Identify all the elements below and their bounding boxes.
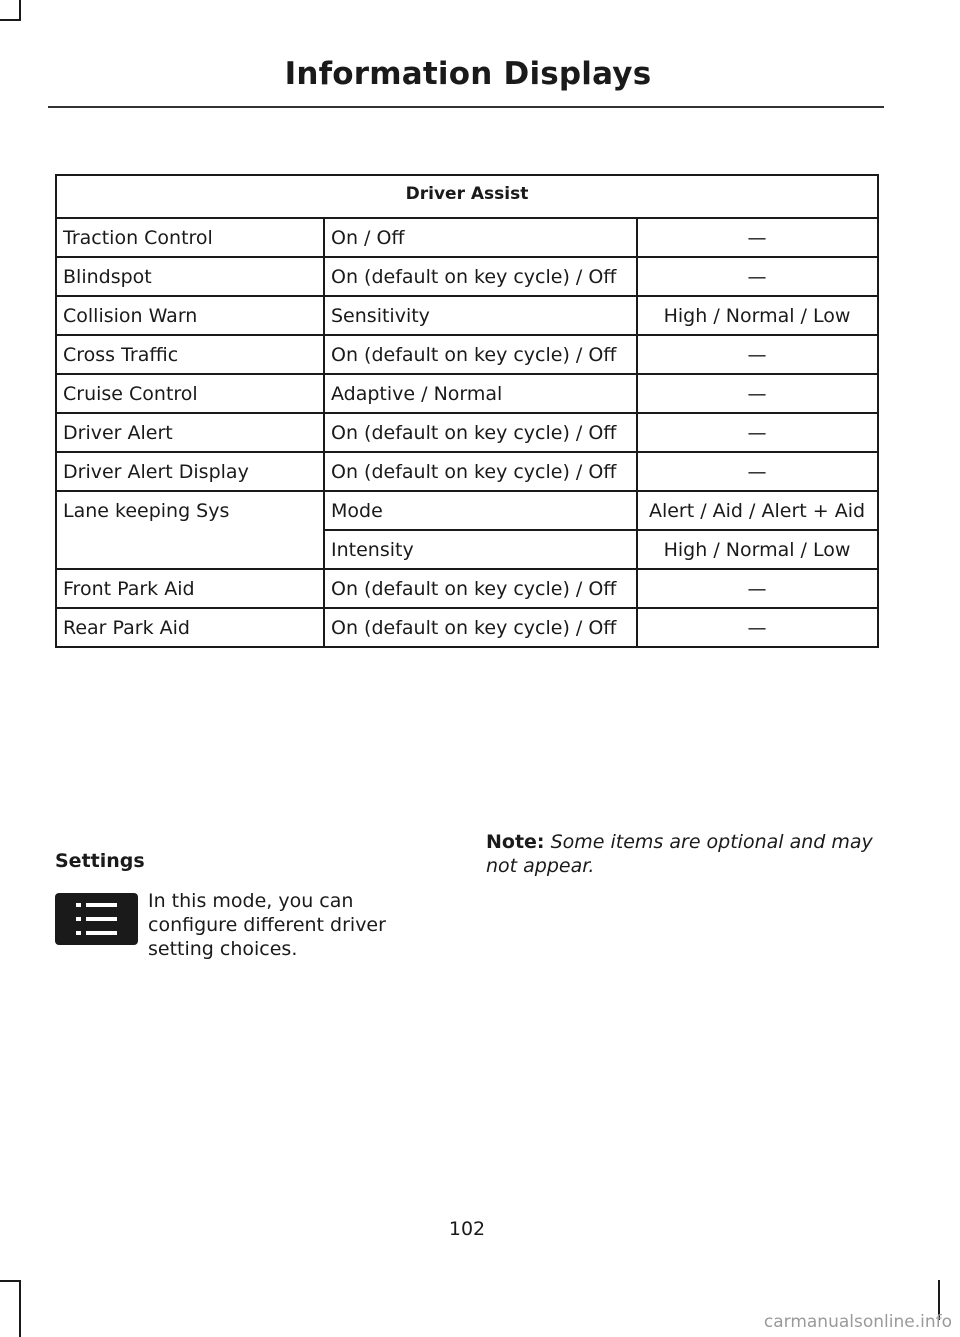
feature-cell: Rear Park Aid <box>56 608 324 647</box>
table-title: Driver Assist <box>56 175 878 218</box>
table-row <box>56 218 878 257</box>
option-cell: Intensity <box>324 530 637 569</box>
table-row <box>56 491 878 530</box>
feature-cell: Traction Control <box>56 218 324 257</box>
note <box>486 830 876 878</box>
values-cell: — <box>637 608 878 647</box>
values-cell: — <box>637 374 878 413</box>
page-title: Information Displays <box>284 56 652 92</box>
feature-cell: Front Park Aid <box>56 569 324 608</box>
option-cell: Adaptive / Normal <box>324 374 637 413</box>
option-cell: On (default on key cycle) / Off <box>324 569 637 608</box>
values-cell: Alert / Aid / Alert + Aid <box>637 491 878 530</box>
page-number: 102 <box>448 1218 486 1240</box>
values-cell: — <box>637 218 878 257</box>
feature-cell: Driver Alert <box>56 413 324 452</box>
header-divider <box>48 106 884 108</box>
table-row <box>56 335 878 374</box>
crop-mark <box>0 19 21 21</box>
values-cell: — <box>637 413 878 452</box>
table-row <box>56 413 878 452</box>
feature-cell: Cruise Control <box>56 374 324 413</box>
option-cell: On (default on key cycle) / Off <box>324 452 637 491</box>
values-cell: — <box>637 452 878 491</box>
values-cell: High / Normal / Low <box>637 296 878 335</box>
table-row <box>56 608 878 647</box>
feature-cell: Lane keeping Sys <box>56 491 324 569</box>
settings-description: In this mode, you can configure different driver setting choices. <box>148 890 386 960</box>
feature-cell: Collision Warn <box>56 296 324 335</box>
settings-heading: Settings <box>55 850 145 872</box>
note-label: Note: <box>486 831 545 853</box>
table-header-row <box>56 175 878 218</box>
table-row <box>56 296 878 335</box>
values-cell: — <box>637 569 878 608</box>
table-row <box>56 452 878 491</box>
table-row <box>56 569 878 608</box>
crop-mark <box>19 1280 21 1337</box>
feature-cell: Blindspot <box>56 257 324 296</box>
values-cell: High / Normal / Low <box>637 530 878 569</box>
watermark: carmanualsonline.info <box>763 1312 952 1332</box>
option-cell: On (default on key cycle) / Off <box>324 335 637 374</box>
settings-list-icon <box>55 893 138 945</box>
values-cell: — <box>637 335 878 374</box>
values-cell: — <box>637 257 878 296</box>
option-cell: On / Off <box>324 218 637 257</box>
option-cell: On (default on key cycle) / Off <box>324 413 637 452</box>
driver-assist-table <box>55 174 879 648</box>
feature-cell: Driver Alert Display <box>56 452 324 491</box>
option-cell: On (default on key cycle) / Off <box>324 257 637 296</box>
option-cell: Sensitivity <box>324 296 637 335</box>
crop-mark <box>0 1280 21 1282</box>
table-row <box>56 374 878 413</box>
option-cell: On (default on key cycle) / Off <box>324 608 637 647</box>
note-text: Some items are optional and may not appear. <box>486 831 873 877</box>
crop-mark <box>19 0 21 21</box>
feature-cell: Cross Traffic <box>56 335 324 374</box>
option-cell: Mode <box>324 491 637 530</box>
table-row <box>56 257 878 296</box>
